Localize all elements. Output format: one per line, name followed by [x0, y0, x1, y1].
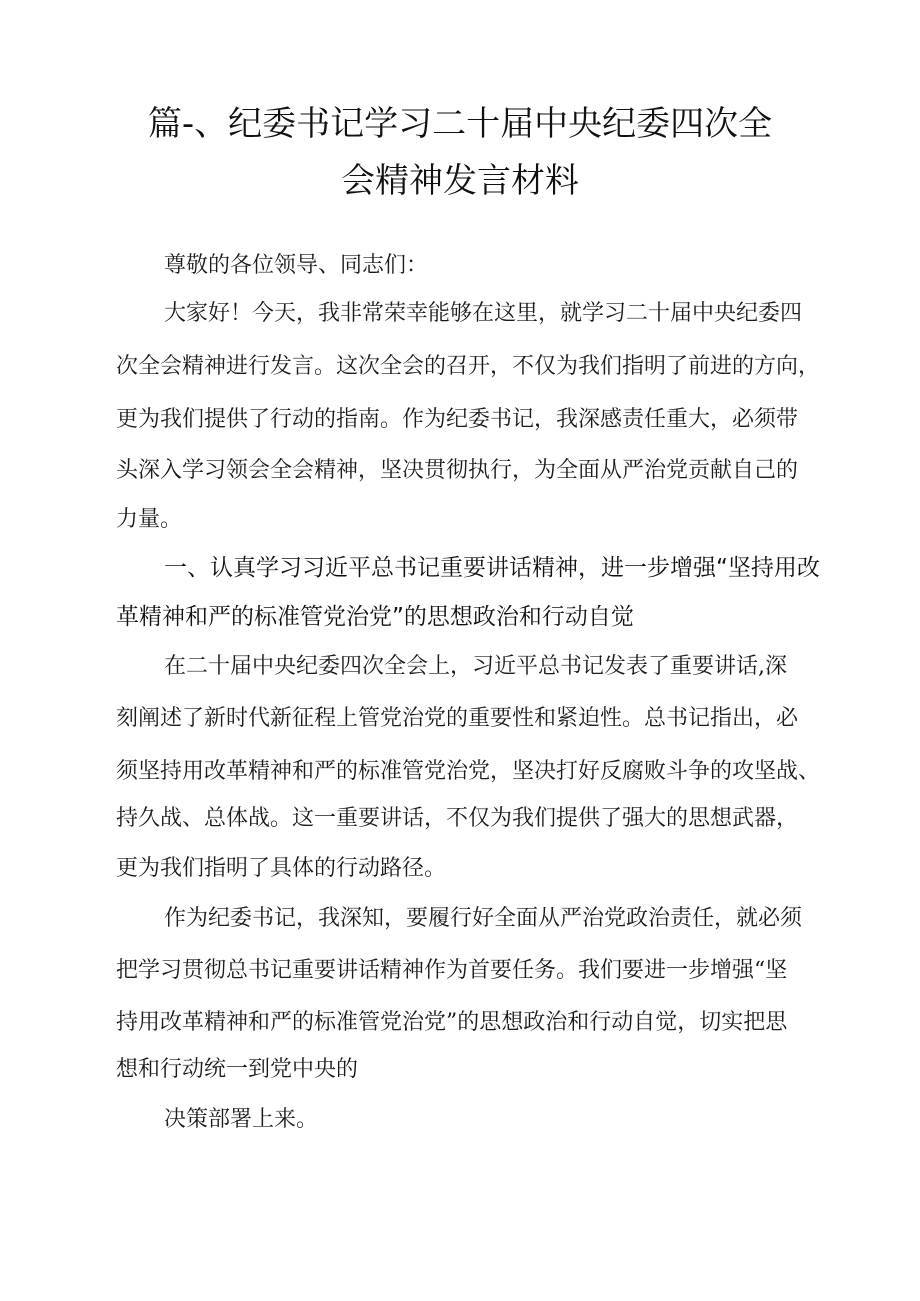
intro-line-3: 更为我们提供了行动的指南。作为纪委书记，我深感责任重大，必须带 [116, 407, 799, 432]
section-1-heading-line-1: 一、认真学习习近平总书记重要讲话精神，进一步增强“坚持用改 [164, 555, 820, 581]
section-1-paragraph-1-line-1: 在二十届中央纪委四次全会上，习近平总书记发表了重要讲话,深 [164, 654, 787, 679]
document-title-line-1: 篇-、纪委书记学习二十届中央纪委四次全 [147, 104, 773, 144]
section-1-heading-line-2: 革精神和严的标准管党治党”的思想政治和行动自觉 [116, 604, 634, 630]
section-1-paragraph-2-line-1: 作为纪委书记，我深知，要履行好全面从严治党政治责任，就必须 [164, 906, 803, 931]
section-1-paragraph-2-line-4: 想和行动统一到党中央的 [116, 1057, 359, 1082]
section-1-paragraph-1-line-4: 持久战、总体战。这一重要讲话，不仅为我们提供了强大的思想武器， [116, 806, 799, 831]
section-1-paragraph-2-line-2: 把学习贯彻总书记重要讲话精神作为首要任务。我们要进一步增强“坚 [116, 958, 788, 983]
section-1-paragraph-2-line-3: 持用改革精神和严的标准管党治党”的思想政治和行动自觉，切实把思 [116, 1010, 788, 1035]
salutation: 尊敬的各位领导、同志们： [164, 253, 429, 278]
intro-line-1: 大家好！今天，我非常荣幸能够在这里，就学习二十届中央纪委四 [164, 301, 803, 326]
section-1-paragraph-3: 决策部署上来。 [164, 1107, 319, 1132]
document-title-line-2: 会精神发言材料 [341, 161, 579, 201]
intro-line-5: 力量。 [116, 507, 183, 532]
intro-line-4: 头深入学习领会全会精神，坚决贯彻执行，为全面从严治党贡献自己的 [116, 458, 799, 483]
section-1-paragraph-1-line-5: 更为我们指明了具体的行动路径。 [116, 856, 447, 881]
section-1-paragraph-1-line-3: 须坚持用改革精神和严的标准管党治党，坚决打好反腐败斗争的攻坚战、 [116, 759, 821, 784]
section-1-paragraph-1-line-2: 刻阐述了新时代新征程上管党治党的重要性和紧迫性。总书记指出，必 [116, 706, 799, 731]
intro-line-2: 次全会精神进行发言。这次全会的召开，不仅为我们指明了前进的方向， [116, 354, 821, 379]
